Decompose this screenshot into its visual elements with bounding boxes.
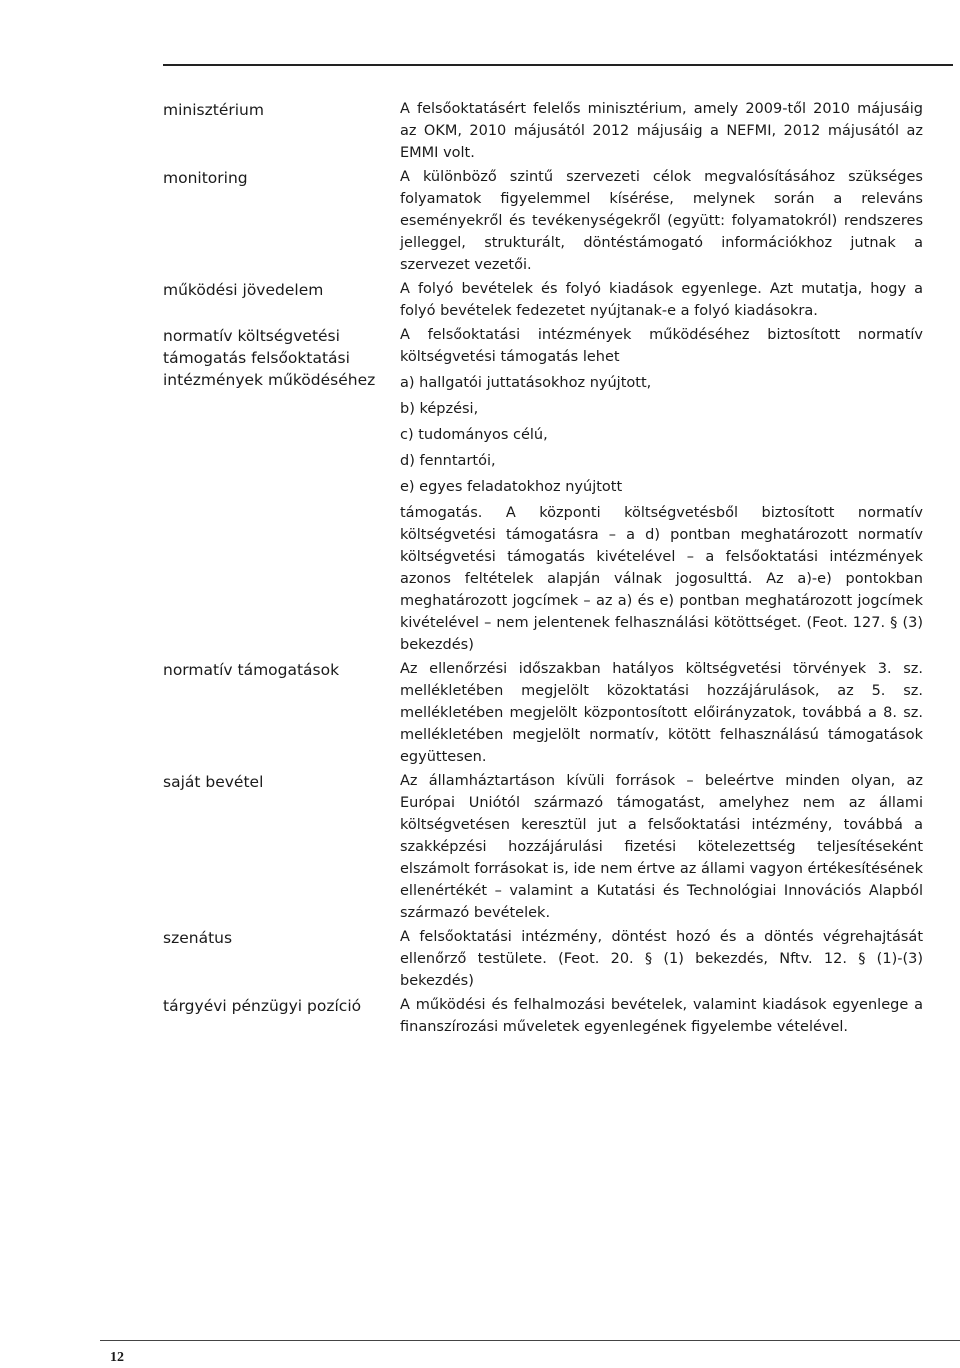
glossary-entry <box>163 926 923 992</box>
glossary-entry <box>163 658 923 768</box>
glossary-entry <box>163 166 923 276</box>
definition-list-item: c) tudományos célú, <box>400 427 548 443</box>
glossary-definition <box>400 994 923 1038</box>
header-rule <box>163 64 953 66</box>
glossary-entry <box>163 324 923 656</box>
definition-outro: támogatás. A központi költségvetésből biztosított normatív költségvetési támogatásra – a d) pontban meghatározott normatív költségvetési támogatás kivételével – a felsőoktatási intézmények azonos feltételek alapján válnak jogosulttá. Az a)-e) pontokban meghatározott jogcímek – az a) és e) pontban meghatározott jogcímek kivételével – nem jelentenek felhasználási kötöttséget. (Feot. 127. § (3) bekezdés) <box>400 505 923 653</box>
definition-text: A felsőoktatási intézmény, döntést hozó és a döntés végrehajtását ellenőrző testülete. (Feot. 20. § (1) bekezdés, Nftv. 12. § (1)-(3) bekezdés) <box>400 929 923 989</box>
glossary-definition <box>400 278 923 322</box>
glossary-term: monitoring <box>163 169 248 187</box>
definition-list-item: a) hallgatói juttatásokhoz nyújtott, <box>400 375 652 391</box>
definition-text: A különböző szintű szervezeti célok megvalósításához szükséges folyamatok figyelemmel kísérése, melynek során a releváns eseményekről és tevékenységekről (együtt: folyamatokról) rendszeres jelleggel, strukturált, döntéstámogató információkhoz jutnak a szervezet vezetői. <box>400 169 923 273</box>
glossary-definition <box>400 926 923 992</box>
glossary-term: normatív költségvetési támogatás felsőoktatási intézmények működéséhez <box>163 327 376 389</box>
glossary-entry <box>163 770 923 924</box>
definition-intro: A felsőoktatási intézmények működéséhez biztosított normatív költségvetési támogatás lehet <box>400 327 923 365</box>
footer-rule <box>100 1340 960 1341</box>
glossary <box>163 98 923 1040</box>
definition-text: A felsőoktatásért felelős minisztérium, amely 2009-től 2010 májusáig az OKM, 2010 májusától 2012 májusáig a NEFMI, 2012 májusától az EMMI volt. <box>400 101 923 161</box>
glossary-term: normatív támogatások <box>163 661 340 679</box>
definition-list-item: b) képzési, <box>400 401 479 417</box>
glossary-entry <box>163 278 923 322</box>
definition-text: A működési és felhalmozási bevételek, valamint kiadások egyenlege a finanszírozási műveletek egyenlegének figyelembe vételével. <box>400 997 923 1035</box>
glossary-definition <box>400 324 923 656</box>
definition-text: Az ellenőrzési időszakban hatályos költségvetési törvények 3. sz. mellékletében megjelölt közoktatási hozzájárulások, az 5. sz. mellékletében megjelölt központosított előirányzatok, továbbá a 8. sz. mellékletében megjelölt normatív, kötött felhasználású támogatások együttesen. <box>400 661 923 765</box>
glossary-term: tárgyévi pénzügyi pozíció <box>163 997 362 1015</box>
definition-text: A folyó bevételek és folyó kiadások egyenlege. Azt mutatja, hogy a folyó bevételek fedezetet nyújtanak-e a folyó kiadásokra. <box>400 281 923 319</box>
definition-list-item: d) fenntartói, <box>400 453 496 469</box>
glossary-definition <box>400 98 923 164</box>
definition-text: Az államháztartáson kívüli források – beleértve minden olyan, az Európai Uniótól származó támogatást, amelyhez nem az állami költségvetésen keresztül jut a felsőoktatási intézmény, továbbá a szakképzési hozzájárulási fizetési kötelezettség teljesítéseként elszámolt forrásokat is, ide nem értve az állami vagyon értékesítésének ellenértékét – valamint a Kutatási és Technológiai Innovációs Alapból származó bevételek. <box>400 773 923 921</box>
page-number: 12 <box>110 1350 124 1365</box>
glossary-definition <box>400 770 923 924</box>
glossary-term: minisztérium <box>163 101 264 119</box>
glossary-definition <box>400 658 923 768</box>
glossary-term: saját bevétel <box>163 773 264 791</box>
glossary-entry <box>163 98 923 164</box>
glossary-term: működési jövedelem <box>163 281 324 299</box>
definition-list-item: e) egyes feladatokhoz nyújtott <box>400 479 623 495</box>
glossary-definition <box>400 166 923 276</box>
glossary-term: szenátus <box>163 929 233 947</box>
glossary-entry <box>163 994 923 1038</box>
